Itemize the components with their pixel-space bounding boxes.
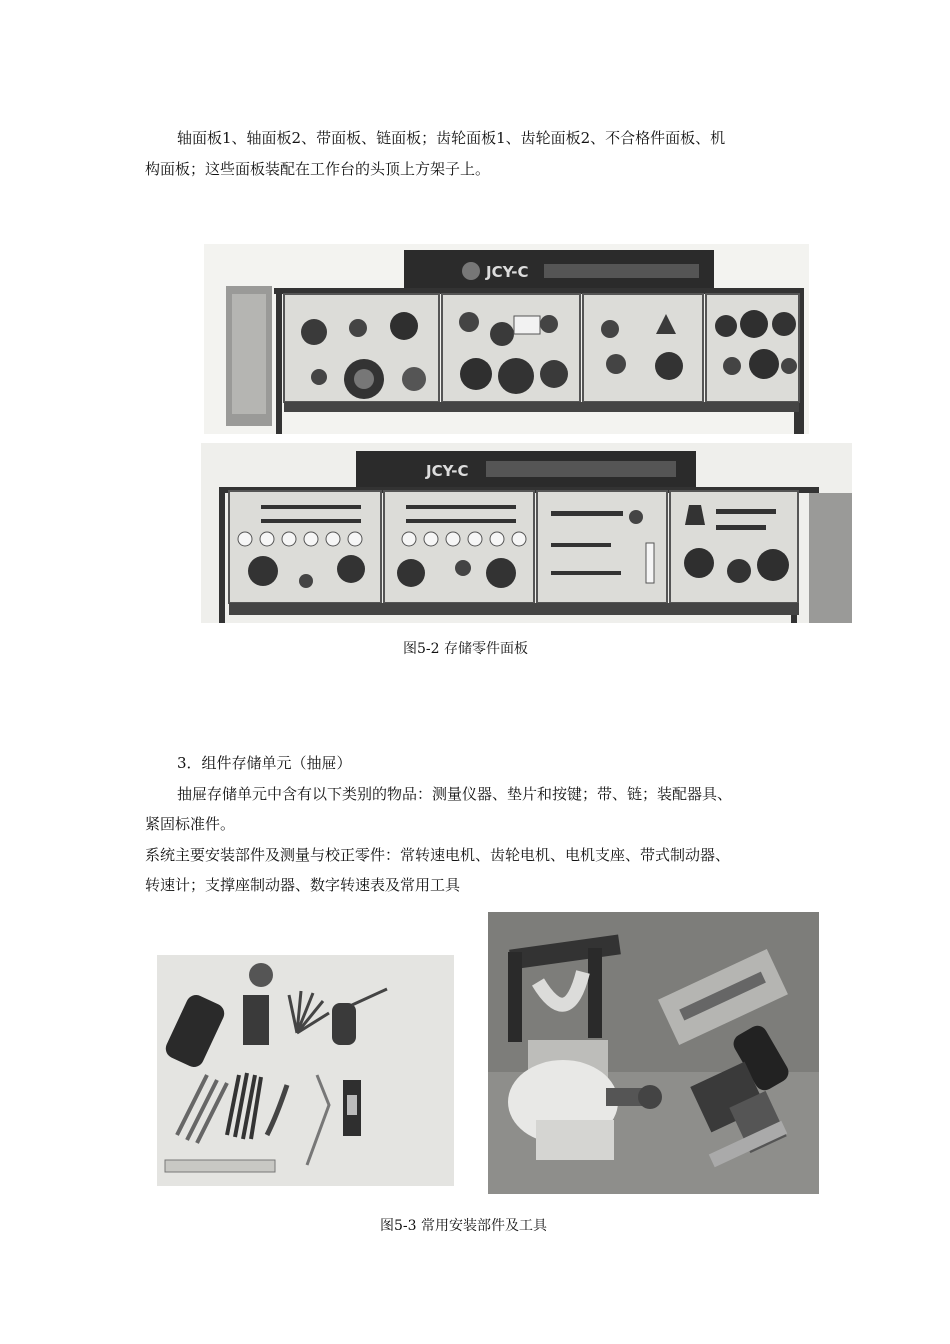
- tools-photo: [157, 955, 454, 1186]
- paragraph-1-line-1: 轴面板1、轴面板2、带面板、链面板；齿轮面板1、齿轮面板2、不合格件面板、机: [177, 129, 726, 147]
- paragraph-2-line-2: 紧固标准件。: [145, 815, 236, 833]
- paragraph-1-line-2: 构面板；这些面板装配在工作台的头顶上方架子上。: [145, 160, 491, 178]
- figure-5-3-caption: 图5-3 常用安装部件及工具: [380, 1218, 547, 1234]
- paragraph-3-line-1: 系统主要安装部件及测量与校正零件：常转速电机、齿轮电机、电机支座、带式制动器、: [145, 846, 731, 864]
- banner-top-label: JCY-C: [486, 263, 529, 281]
- banner-bottom-label: JCY-C: [426, 462, 469, 480]
- storage-panel-photo-bottom: [201, 443, 852, 623]
- paragraph-3-line-2: 转速计；支撑座制动器、数字转速表及常用工具: [145, 876, 461, 894]
- figure-5-2-caption: 图5-2 存储零件面板: [403, 641, 528, 657]
- motors-photo: [488, 912, 819, 1194]
- storage-panel-photo-top: [204, 244, 809, 434]
- paragraph-2-line-1: 抽屉存储单元中含有以下类别的物品：测量仪器、垫片和按键；带、链；装配器具、: [177, 785, 733, 803]
- section-heading: 3．组件存储单元（抽屉）: [177, 754, 352, 772]
